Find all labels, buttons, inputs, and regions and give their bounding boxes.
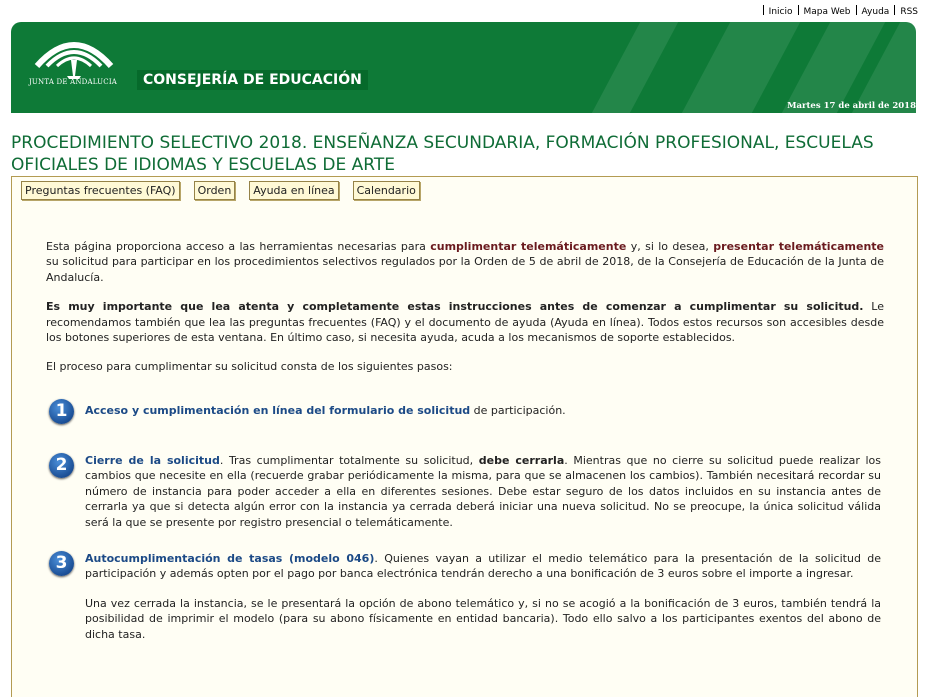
- junta-andalucia-logo-icon[interactable]: [29, 30, 119, 100]
- header-banner: [11, 22, 916, 113]
- step-3-extra: Una vez cerrada la instancia, se le presentará la opción de abono telemático y, si no se acogió a la bonificación de 3 euros, también tendrá la posibilidad de imprimir el modelo (para su abono físicamente en entidad bancaria). Todo ello salvo a los participantes exentos del abono de dicha tasa.: [85, 596, 881, 641]
- faq-button[interactable]: Preguntas frecuentes (FAQ): [21, 181, 180, 200]
- step-2-lead: Cierre de la solicitud: [85, 454, 220, 467]
- separator: [894, 5, 895, 15]
- intro-paragraph-3: El proceso para cumplimentar su solicitud consta de los siguientes pasos:: [46, 360, 453, 374]
- step-number-3-icon: 3: [49, 551, 74, 576]
- separator: [798, 5, 799, 15]
- calendario-button[interactable]: Calendario: [353, 181, 420, 200]
- content-panel: Preguntas frecuentes (FAQ) Orden Ayuda en línea Calendario Esta página proporciona acceso a las herramientas necesarias para cumplimentar telemáticamente y, si lo desea, presentar telemáticamente su solicitud para participar en los procedimientos selectivos regulados por la Orden de 5 de abril de 2018, de la Consejería de Educación de la Junta de Andalucía. Es muy importante que lea atenta y completamente estas instrucciones antes de comenzar a cumplimentar su solicitud. Le recomendamos también que lea las preguntas frecuentes (FAQ) y el documento de ayuda (Ayuda en línea). Todos estos recursos son accesibles desde los botones superiores de esta ventana. En último caso, si necesita ayuda, acuda a los mecanismos de soporte establecidos. El proceso para cumplimentar su solicitud consta de los siguientes pasos: 1 Acceso y cumplimentación en línea del formulario de solicitud de participación. 2 Cierre de la solicitud. Tras cumplimentar totalmente su solicitud, debe cerrarla. Mientras que no cierre su solicitud puede realizar los cambios que necesite en ella (recuerde grabar periódicamente la misma, para que se almacenen los cambios). También necesitará recordar su número de instancia para poder acceder a ella en diferentes sesiones. Debe estar seguro de los datos incluidos en su instancia antes de cerrarla ya que si detecta algún error con la instancia ya cerrada deberá iniciar una nueva solicitud. No se preocupe, la única solicitud válida será la que se presente por registro presencial o telemáticamente. 3 Autocumplimentación de tasas (modelo 046). Quienes vayan a utilizar el medio telemático para la presentación de la solicitud de participación y además opten por el pago por banca electrónica tendrán derecho a una bonificación de 3 euros sobre el importe a ingresar. Una vez cerrada la instancia, se le presentará la opción de abono telemático y, si no se acogió a la bonificación de 3 euros, también tendrá la posibilidad de imprimir el modelo (para su abono físicamente en entidad bancaria). Todo ello salvo a los participantes exentos del abono de dicha tasa.: [11, 176, 918, 697]
- link-rss[interactable]: RSS: [900, 7, 918, 17]
- separator: [763, 5, 764, 15]
- ayuda-button[interactable]: Ayuda en línea: [249, 181, 338, 200]
- link-inicio[interactable]: Inicio: [768, 7, 793, 17]
- intro-paragraph-1: Esta página proporciona acceso a las herramientas necesarias para cumplimentar telemáticamente y, si lo desea, presentar telemáticamente su solicitud para participar en los procedimientos selectivos regulados por la Orden de 5 de abril de 2018, de la Consejería de Educación de la Junta de Andalucía.: [46, 240, 884, 284]
- separator: [856, 5, 857, 15]
- step-number-2-icon: 2: [49, 453, 74, 478]
- department-name: CONSEJERÍA DE EDUCACIÓN: [137, 70, 368, 90]
- logo-text: JUNTA DE ANDALUCIA: [28, 78, 118, 86]
- step-3-lead: Autocumplimentación de tasas (modelo 046): [85, 552, 375, 565]
- highlight-presentar: presentar telemáticamente: [713, 240, 884, 253]
- top-links: [758, 5, 918, 17]
- current-date: Martes 17 de abril de 2018: [787, 101, 916, 111]
- orden-button[interactable]: Orden: [194, 181, 236, 200]
- link-ayuda[interactable]: Ayuda: [861, 7, 890, 17]
- intro-text: [46, 239, 884, 389]
- highlight-cumplimentar: cumplimentar telemáticamente: [430, 240, 627, 253]
- link-mapa-web[interactable]: Mapa Web: [803, 7, 851, 17]
- intro-paragraph-2: Es muy importante que lea atenta y completamente estas instrucciones antes de comenzar a cumplimentar su solicitud. Le recomendamos también que lea las preguntas frecuentes (FAQ) y el documento de ayuda (Ayuda en línea). Todos estos recursos son accesibles desde los botones superiores de esta ventana. En último caso, si necesita ayuda, acuda a los mecanismos de soporte establecidos.: [46, 300, 884, 345]
- nav-buttons: [21, 181, 434, 200]
- page-title: PROCEDIMIENTO SELECTIVO 2018. ENSEÑANZA SECUNDARIA, FORMACIÓN PROFESIONAL, ESCUELAS OFICIALES DE IDIOMAS Y ESCUELAS DE ARTE: [11, 133, 874, 175]
- step-1-link[interactable]: Acceso y cumplimentación en línea del formulario de solicitud: [85, 404, 471, 417]
- step-number-1-icon: 1: [49, 399, 74, 424]
